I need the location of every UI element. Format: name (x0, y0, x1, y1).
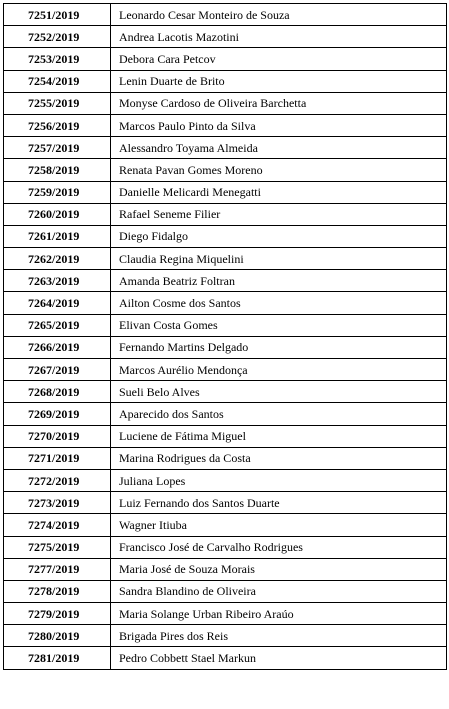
table-row (4, 203, 447, 225)
person-name: Juliana Lopes (111, 469, 447, 491)
record-number: 7259/2019 (4, 181, 111, 203)
table-row (4, 558, 447, 580)
person-name: Fernando Martins Delgado (111, 336, 447, 358)
record-number: 7269/2019 (4, 403, 111, 425)
record-number: 7281/2019 (4, 647, 111, 669)
record-number: 7271/2019 (4, 447, 111, 469)
record-number: 7278/2019 (4, 580, 111, 602)
record-number: 7261/2019 (4, 225, 111, 247)
table-row (4, 469, 447, 491)
table-row (4, 336, 447, 358)
record-number: 7279/2019 (4, 603, 111, 625)
record-number: 7272/2019 (4, 469, 111, 491)
record-number: 7273/2019 (4, 492, 111, 514)
record-number: 7264/2019 (4, 292, 111, 314)
table-row (4, 314, 447, 336)
record-number: 7262/2019 (4, 248, 111, 270)
person-name: Danielle Melicardi Menegatti (111, 181, 447, 203)
table-row (4, 292, 447, 314)
record-number: 7280/2019 (4, 625, 111, 647)
record-number: 7274/2019 (4, 514, 111, 536)
person-name: Lenin Duarte de Brito (111, 70, 447, 92)
record-number: 7256/2019 (4, 114, 111, 136)
person-name: Marcos Aurélio Mendonça (111, 359, 447, 381)
person-name: Brigada Pires dos Reis (111, 625, 447, 647)
table-row (4, 625, 447, 647)
table-row (4, 492, 447, 514)
table-row (4, 403, 447, 425)
person-name: Leonardo Cesar Monteiro de Souza (111, 4, 447, 26)
person-name: Ailton Cosme dos Santos (111, 292, 447, 314)
person-name: Diego Fidalgo (111, 225, 447, 247)
person-name: Elivan Costa Gomes (111, 314, 447, 336)
record-number: 7258/2019 (4, 159, 111, 181)
table-row (4, 248, 447, 270)
person-name: Maria Solange Urban Ribeiro Araúo (111, 603, 447, 625)
table-row (4, 447, 447, 469)
record-number: 7254/2019 (4, 70, 111, 92)
table-row (4, 536, 447, 558)
table-row (4, 48, 447, 70)
table-row (4, 181, 447, 203)
table-row (4, 92, 447, 114)
person-name: Aparecido dos Santos (111, 403, 447, 425)
person-name: Sueli Belo Alves (111, 381, 447, 403)
table-row (4, 580, 447, 602)
record-number: 7275/2019 (4, 536, 111, 558)
record-number: 7252/2019 (4, 26, 111, 48)
person-name: Rafael Seneme Filier (111, 203, 447, 225)
record-number: 7257/2019 (4, 137, 111, 159)
table-row (4, 270, 447, 292)
person-name: Renata Pavan Gomes Moreno (111, 159, 447, 181)
record-number: 7270/2019 (4, 425, 111, 447)
table-row (4, 225, 447, 247)
table-row (4, 114, 447, 136)
table-row (4, 381, 447, 403)
table-row (4, 425, 447, 447)
record-number: 7251/2019 (4, 4, 111, 26)
person-name: Debora Cara Petcov (111, 48, 447, 70)
person-name: Claudia Regina Miquelini (111, 248, 447, 270)
person-name: Marina Rodrigues da Costa (111, 447, 447, 469)
record-number: 7260/2019 (4, 203, 111, 225)
record-number: 7268/2019 (4, 381, 111, 403)
record-number: 7255/2019 (4, 92, 111, 114)
person-name: Francisco José de Carvalho Rodrigues (111, 536, 447, 558)
table-row (4, 26, 447, 48)
document-page (3, 3, 446, 670)
person-name: Luciene de Fátima Miguel (111, 425, 447, 447)
table-row (4, 359, 447, 381)
registration-table (3, 3, 447, 670)
table-row (4, 159, 447, 181)
person-name: Maria José de Souza Morais (111, 558, 447, 580)
record-number: 7267/2019 (4, 359, 111, 381)
person-name: Pedro Cobbett Stael Markun (111, 647, 447, 669)
person-name: Amanda Beatriz Foltran (111, 270, 447, 292)
table-row (4, 514, 447, 536)
person-name: Luiz Fernando dos Santos Duarte (111, 492, 447, 514)
record-number: 7263/2019 (4, 270, 111, 292)
record-number: 7266/2019 (4, 336, 111, 358)
person-name: Monyse Cardoso de Oliveira Barchetta (111, 92, 447, 114)
person-name: Andrea Lacotis Mazotini (111, 26, 447, 48)
record-number: 7277/2019 (4, 558, 111, 580)
table-row (4, 647, 447, 669)
table-row (4, 603, 447, 625)
record-number: 7265/2019 (4, 314, 111, 336)
person-name: Alessandro Toyama Almeida (111, 137, 447, 159)
table-row (4, 70, 447, 92)
table-row (4, 137, 447, 159)
person-name: Wagner Itiuba (111, 514, 447, 536)
person-name: Marcos Paulo Pinto da Silva (111, 114, 447, 136)
table-row (4, 4, 447, 26)
record-number: 7253/2019 (4, 48, 111, 70)
person-name: Sandra Blandino de Oliveira (111, 580, 447, 602)
